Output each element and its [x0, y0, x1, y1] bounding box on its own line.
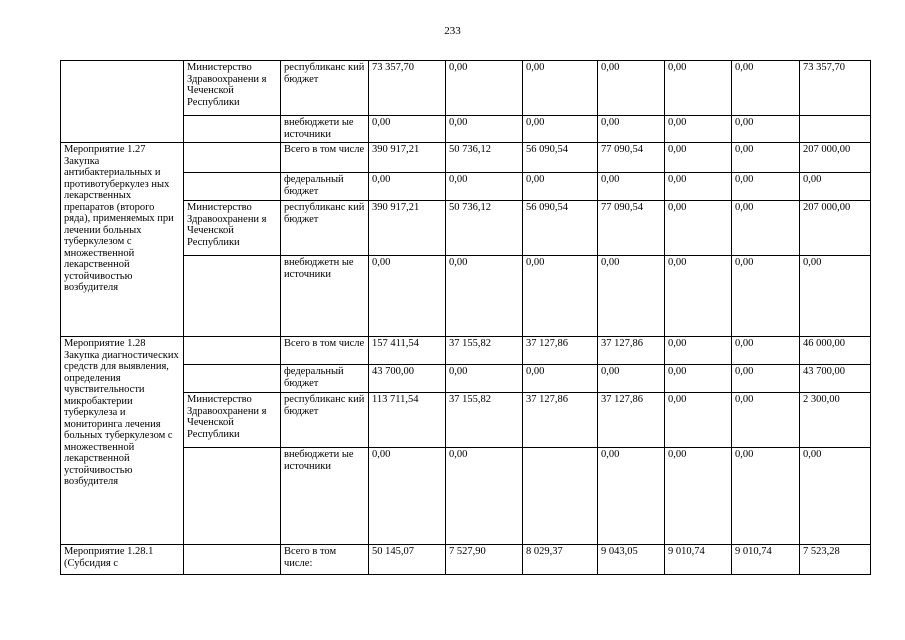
table-row [61, 61, 871, 116]
value-cell: 207 000,00 [800, 201, 871, 256]
value-cell: 207 000,00 [800, 143, 871, 173]
responsible-cell [184, 143, 281, 173]
value-cell: 0,00 [665, 448, 732, 545]
budget-table [60, 60, 871, 575]
value-cell: 0,00 [446, 61, 523, 116]
responsible-cell [184, 337, 281, 365]
value-cell: 0,00 [732, 256, 800, 337]
value-cell: 50 145,07 [369, 545, 446, 575]
responsible-cell [184, 448, 281, 545]
responsible-cell: Министерство Здравоохранени я Чеченской Республики [184, 393, 281, 448]
event-1-27-cell: Мероприятие 1.27 Закупка антибактериальных и противотуберкулез ных лекарственных препаратов (второго ряда), применяемых при лечении больных туберкулезом с множественной лекарственной устойчивостью возбудителя [61, 143, 184, 337]
value-cell: 0,00 [446, 256, 523, 337]
value-cell: 0,00 [665, 365, 732, 393]
value-cell: 37 127,86 [598, 393, 665, 448]
responsible-cell: Министерство Здравоохранени я Чеченской Республики [184, 201, 281, 256]
value-cell: 113 711,54 [369, 393, 446, 448]
value-cell: 46 000,00 [800, 337, 871, 365]
value-cell: 0,00 [523, 61, 598, 116]
value-cell: 0,00 [800, 173, 871, 201]
event-1-28-1-cell: Мероприятие 1.28.1 (Субсидия с [61, 545, 184, 575]
value-cell: 50 736,12 [446, 201, 523, 256]
value-cell: 0,00 [446, 448, 523, 545]
value-cell: 0,00 [665, 143, 732, 173]
value-cell: 0,00 [598, 256, 665, 337]
value-cell: 0,00 [732, 365, 800, 393]
value-cell: 0,00 [800, 448, 871, 545]
responsible-cell [184, 256, 281, 337]
event-1-28-cell: Мероприятие 1.28 Закупка диагностических средств для выявления, определения чувствительности микробактерии туберкулеза и мониторинга лечения больных туберкулезом с множественной лекарственной устойчивостью возбудителя [61, 337, 184, 545]
value-cell: 0,00 [665, 337, 732, 365]
value-cell: 0,00 [523, 116, 598, 143]
table-row [61, 337, 871, 365]
value-cell: 2 300,00 [800, 393, 871, 448]
value-cell: 0,00 [446, 173, 523, 201]
value-cell: 37 155,82 [446, 337, 523, 365]
value-cell: 73 357,70 [800, 61, 871, 116]
event-cell [61, 61, 184, 143]
value-cell: 0,00 [732, 448, 800, 545]
value-cell: 0,00 [523, 256, 598, 337]
responsible-cell: Министерство Здравоохранени я Чеченской Республики [184, 61, 281, 116]
value-cell: 37 127,86 [523, 393, 598, 448]
source-cell: внебюджети ые источники [281, 116, 369, 143]
value-cell: 0,00 [732, 201, 800, 256]
value-cell: 9 010,74 [732, 545, 800, 575]
responsible-cell [184, 116, 281, 143]
value-cell: 43 700,00 [369, 365, 446, 393]
value-cell: 0,00 [523, 365, 598, 393]
value-cell: 0,00 [598, 116, 665, 143]
source-cell: Всего в том числе [281, 337, 369, 365]
responsible-cell [184, 545, 281, 575]
value-cell: 0,00 [446, 116, 523, 143]
value-cell: 0,00 [732, 393, 800, 448]
value-cell: 0,00 [598, 61, 665, 116]
value-cell: 0,00 [665, 393, 732, 448]
value-cell: 0,00 [800, 256, 871, 337]
value-cell: 0,00 [369, 116, 446, 143]
value-cell: 0,00 [732, 61, 800, 116]
value-cell: 56 090,54 [523, 143, 598, 173]
value-cell: 0,00 [732, 143, 800, 173]
value-cell: 73 357,70 [369, 61, 446, 116]
value-cell [800, 116, 871, 143]
value-cell: 0,00 [369, 448, 446, 545]
value-cell: 77 090,54 [598, 143, 665, 173]
value-cell: 0,00 [665, 173, 732, 201]
source-cell: внебюджетн ые источники [281, 256, 369, 337]
value-cell: 7 527,90 [446, 545, 523, 575]
table-row [61, 143, 871, 173]
value-cell: 0,00 [732, 173, 800, 201]
value-cell: 390 917,21 [369, 201, 446, 256]
value-cell: 7 523,28 [800, 545, 871, 575]
value-cell: 37 127,86 [523, 337, 598, 365]
value-cell: 0,00 [665, 256, 732, 337]
value-cell: 0,00 [523, 173, 598, 201]
source-cell: Всего в том числе [281, 143, 369, 173]
value-cell: 56 090,54 [523, 201, 598, 256]
source-cell: внебюджети ые источники [281, 448, 369, 545]
value-cell: 390 917,21 [369, 143, 446, 173]
value-cell [523, 448, 598, 545]
value-cell: 0,00 [598, 448, 665, 545]
value-cell: 37 155,82 [446, 393, 523, 448]
value-cell: 0,00 [665, 116, 732, 143]
value-cell: 0,00 [446, 365, 523, 393]
value-cell: 0,00 [732, 116, 800, 143]
page-number: 233 [444, 25, 461, 37]
value-cell: 0,00 [598, 365, 665, 393]
source-cell: федеральный бюджет [281, 173, 369, 201]
value-cell: 37 127,86 [598, 337, 665, 365]
source-cell: федеральный бюджет [281, 365, 369, 393]
source-cell: республиканс кий бюджет [281, 61, 369, 116]
value-cell: 50 736,12 [446, 143, 523, 173]
table-row [61, 545, 871, 575]
source-cell: Всего в том числе: [281, 545, 369, 575]
value-cell: 0,00 [732, 337, 800, 365]
source-cell: республиканс кий бюджет [281, 393, 369, 448]
value-cell: 157 411,54 [369, 337, 446, 365]
responsible-cell [184, 365, 281, 393]
value-cell: 9 010,74 [665, 545, 732, 575]
value-cell: 0,00 [598, 173, 665, 201]
value-cell: 8 029,37 [523, 545, 598, 575]
value-cell: 43 700,00 [800, 365, 871, 393]
value-cell: 0,00 [665, 61, 732, 116]
value-cell: 0,00 [369, 256, 446, 337]
value-cell: 9 043,05 [598, 545, 665, 575]
value-cell: 0,00 [665, 201, 732, 256]
value-cell: 77 090,54 [598, 201, 665, 256]
responsible-cell [184, 173, 281, 201]
value-cell: 0,00 [369, 173, 446, 201]
source-cell: республиканс кий бюджет [281, 201, 369, 256]
